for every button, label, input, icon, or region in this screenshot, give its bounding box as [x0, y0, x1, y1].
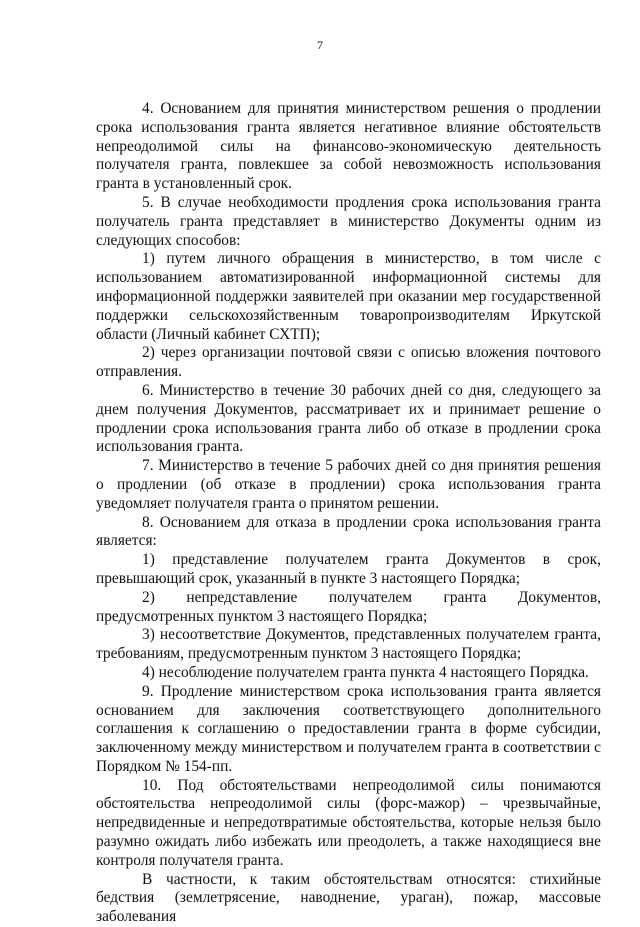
- paragraph-8-item-2: 2) непредставление получателем гранта Документов, предусмотренных пунктом 3 настоящего Порядка;: [96, 588, 601, 625]
- paragraph-9: 9. Продление министерством срока использования гранта является основанием для заключения соответствующего дополнительного соглашения к соглашению о предоставлении гранта в форме субсидии, заключенному между министерством и получателем гранта в соответствии с Порядком № 154-пп.: [96, 682, 601, 775]
- document-body: [96, 100, 601, 927]
- paragraph-5-item-2: 2) через организации почтовой связи с описью вложения почтового отправления.: [96, 344, 601, 381]
- paragraph-5-item-1: 1) путем личного обращения в министерство, в том числе с использованием автоматизированной информационной системы для информационной поддержки заявителей при оказании мер государственной поддержки сельскохозяйственным товаропроизводителям Иркутской области (Личный кабинет СХТП);: [96, 250, 601, 343]
- paragraph-8-item-3: 3) несоответствие Документов, представленных получателем гранта, требованиям, предусмотренным пунктом 3 настоящего Порядка;: [96, 626, 601, 663]
- paragraph-8-item-4: 4) несоблюдение получателем гранта пункта 4 настоящего Порядка.: [142, 663, 589, 681]
- page-number: 7: [317, 38, 323, 52]
- paragraph-6: 6. Министерство в течение 30 рабочих дней со дня, следующего за днем получения Документов, рассматривает их и принимает решение о продлении срока использования гранта либо об отказе в продлении срока использования гранта.: [96, 381, 601, 456]
- paragraph-4: 4. Основанием для принятия министерством решения о продлении срока использования гранта является негативное влияние обстоятельств непреодолимой силы на финансово-экономическую деятельность получателя гранта, повлекшее за собой невозможность использования гранта в установленный срок.: [96, 100, 601, 193]
- paragraph-8: 8. Основанием для отказа в продлении срока использования гранта является:: [96, 513, 601, 550]
- paragraph-7: 7. Министерство в течение 5 рабочих дней со дня принятия решения о продлении (об отказе в продлении) срока использования гранта уведомляет получателя гранта о принятом решении.: [96, 457, 601, 512]
- paragraph-10-continuation: В частности, к таким обстоятельствам относятся: стихийные бедствия (землетрясение, наводнение, ураган), пожар, массовые заболевания: [96, 870, 601, 926]
- paragraph-10: 10. Под обстоятельствами непреодолимой силы понимаются обстоятельства непреодолимой силы (форс-мажор) – чрезвычайные, непредвиденные и непредотвратимые обстоятельства, которые нельзя было разумно ожидать либо избежать или преодолеть, а также находящиеся вне контроля получателя гранта.: [96, 776, 601, 869]
- paragraph-5: 5. В случае необходимости продления срока использования гранта получатель гранта представляет в министерство Документы одним из следующих способов:: [96, 193, 601, 249]
- paragraph-8-item-1: 1) представление получателем гранта Документов в срок, превышающий срок, указанный в пункте 3 настоящего Порядка;: [96, 551, 601, 587]
